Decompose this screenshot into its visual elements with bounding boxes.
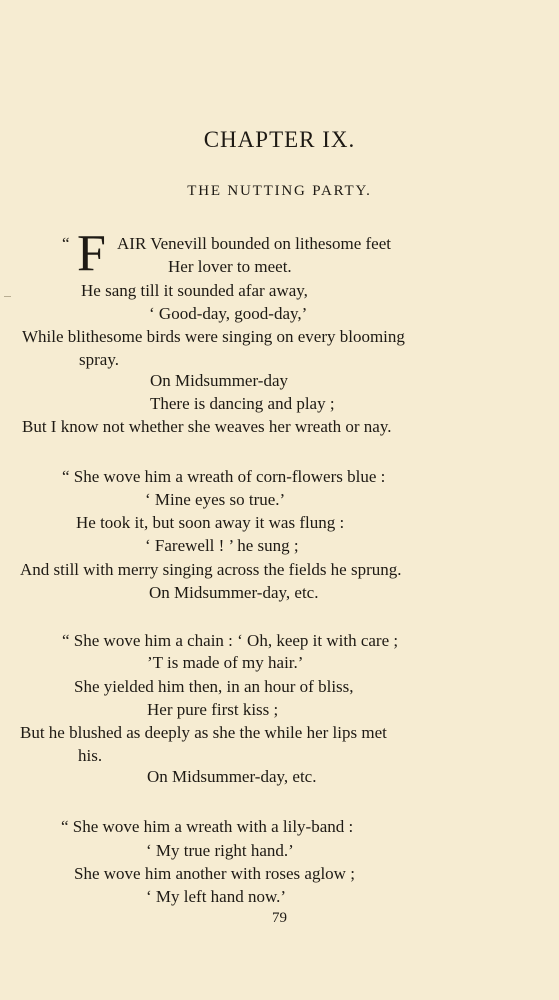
poem-line: his. — [78, 746, 103, 765]
poem-line: He sang till it sounded afar away, — [81, 281, 308, 300]
poem-line: ‘ Mine eyes so true.’ — [145, 490, 286, 509]
chapter-subtitle: THE NUTTING PARTY. — [187, 183, 372, 199]
poem-line: She yielded him then, in an hour of bliss, — [74, 677, 354, 696]
poem-line: She wove him another with roses aglow ; — [74, 864, 355, 883]
poem-line: “ She wove him a wreath of corn-flowers blue : — [62, 467, 386, 486]
poem-line: He took it, but soon away it was flung : — [76, 513, 345, 532]
drop-cap: F — [77, 225, 106, 282]
poem-line: Her lover to meet. — [168, 257, 292, 276]
poem-line: “ She wove him a chain : ‘ Oh, keep it with care ; — [62, 631, 399, 650]
poem-line: ‘ Farewell ! ’ he sung ; — [145, 536, 299, 555]
poem-line: ’T is made of my hair.’ — [147, 653, 304, 672]
poem-line: There is dancing and play ; — [150, 394, 335, 413]
poem-line: ‘ My true right hand.’ — [146, 841, 294, 860]
opening-quote: “ — [62, 234, 70, 253]
poem-line: On Midsummer-day, etc. — [149, 583, 319, 602]
poem-line: While blithesome birds were singing on every blooming — [22, 327, 405, 346]
poem-line: Her pure first kiss ; — [147, 700, 279, 719]
poem-line: ‘ Good-day, good-day,’ — [149, 304, 308, 323]
poem-line: spray. — [79, 350, 119, 369]
poem-line: “ She wove him a wreath with a lily-band : — [61, 817, 354, 836]
poem-line: On Midsummer-day — [150, 371, 289, 390]
poem-line: AIR Venevill bounded on lithesome feet — [117, 234, 391, 253]
poem-line: But he blushed as deeply as she the while her lips met — [20, 723, 387, 742]
poem-line: And still with merry singing across the fields he sprung. — [20, 560, 402, 579]
chapter-heading: CHAPTER IX. — [203, 127, 356, 152]
poem-line: On Midsummer-day, etc. — [147, 767, 317, 786]
margin-mark — [4, 296, 11, 297]
poem-line: ‘ My left hand now.’ — [146, 887, 287, 906]
page-number: 79 — [272, 910, 287, 926]
poem-line: But I know not whether she weaves her wreath or nay. — [22, 417, 392, 436]
